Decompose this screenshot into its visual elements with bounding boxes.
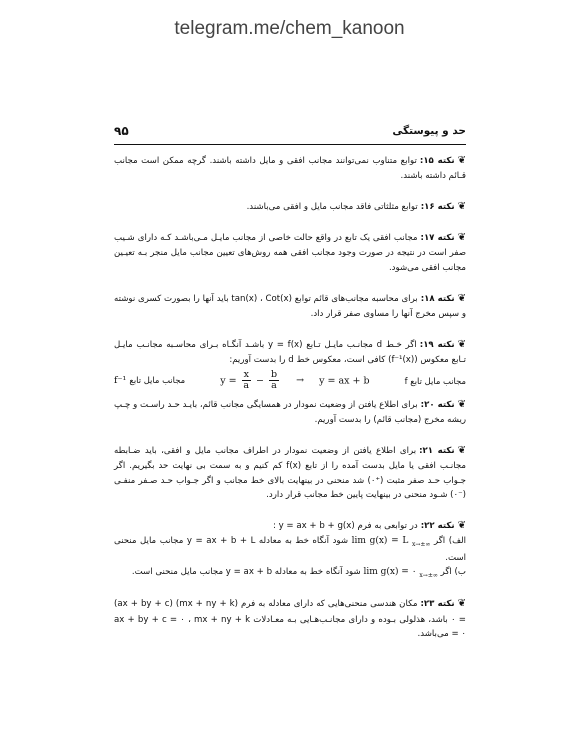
leaf-bullet-icon: ❦: [457, 155, 466, 166]
case-prefix: الف) اگر: [433, 536, 466, 547]
note-text: برای اطلاع یافتن از وضعیت نمودار در همسایگی مجانب قائم، بایـد حـد راسـت و چـپ ریشه مخرج (مجانب قائم) را بدست آوریم.: [114, 399, 466, 425]
note-text: اگر خـط d مجانـب مایـل تـابع y = f(x) باشـد آنگـاه بـرای محاسـبه مجانـب مایـل تـابع معکوس (f⁻¹(x)) کافی است، معکوس خط d را بدست آوریم:: [114, 339, 466, 366]
formula-y-equals: y =: [220, 375, 237, 387]
formula-left-caption: مجانب مایل تابع: [129, 374, 186, 385]
inverse-asymptote-formula: [114, 370, 466, 392]
arrow-icon: →: [296, 375, 305, 387]
limit-text: lim g(x) = L: [351, 536, 409, 547]
fraction-denominator: a: [243, 380, 250, 392]
limit-expression: [363, 567, 438, 580]
note-label: نکته ۱۸:: [420, 293, 455, 304]
fraction-x-over-a: [242, 370, 251, 392]
leaf-bullet-icon: ❦: [457, 200, 466, 212]
note-20: [114, 396, 466, 428]
note-19: [114, 336, 466, 392]
leaf-bullet-icon: ❦: [457, 598, 467, 610]
formula-middle: y = $\frac{x}{a}$ − $\frac{b}{a}$ → y = ax + b: [220, 368, 370, 392]
note-18: [114, 290, 466, 322]
note-22-case-a: [114, 534, 466, 565]
chapter-title: حد و پیوستگی: [392, 125, 466, 137]
note-text: در توابعی به فرم y = ax + b + g(x) :: [272, 521, 418, 532]
leaf-bullet-icon: ❦: [457, 444, 466, 456]
limit-subscript: x→±∞: [419, 572, 438, 580]
limit-subscript: x→±∞: [411, 541, 431, 549]
note-text: مکان هندسی منحنی‌هایی که دارای معادله به فرم (mx + ny + k) (ax + by + c) = ۰ باشد، هذلولی بـوده و دارای مجانـب‌هـایی بـه معـادلات ax + by + c = ۰ ، mx + ny + k = ۰ می‌باشد.: [114, 599, 466, 640]
note-17: [114, 229, 466, 276]
page-number: ۹۵: [114, 124, 129, 138]
note-label: نکته ۱۵:: [419, 156, 455, 166]
note-23: [114, 595, 466, 642]
case-rest: شود آنگاه خط به معادله y = ax + b + L مجانب مایل منحنی است.: [114, 536, 466, 563]
note-text: توابع مثلثاتی فاقد مجانب مایل و افقی می‌باشند.: [246, 201, 418, 212]
leaf-bullet-icon: ❦: [457, 398, 467, 410]
watermark: telegram.me/chem_kanoon: [174, 18, 405, 39]
note-22-case-b: [114, 565, 466, 581]
note-22: [114, 517, 466, 581]
formula-left: [114, 373, 185, 389]
page-content: [114, 152, 466, 656]
note-text: برای محاسبه مجانب‌های قائم توابع tan(x) ، Cot(x) باید آنها را بصورت کسری نوشته و سپس مخرج آنها را مساوی صفر قرار داد.: [114, 293, 466, 320]
formula-linear-equation: y = ax + b: [319, 375, 370, 387]
note-label: نکته ۲۰:: [420, 399, 455, 410]
note-21: [114, 442, 466, 504]
inverse-function-symbol: f⁻¹: [114, 374, 127, 386]
fraction-numerator: x: [243, 368, 249, 380]
note-label: نکته ۱۶:: [420, 201, 455, 212]
leaf-bullet-icon: ❦: [457, 232, 466, 244]
leaf-bullet-icon: ❦: [457, 520, 466, 532]
note-text: مجانب افقی یک تابع در واقع حالت خاصی از مجانب مایـل مـی‌باشـد کـه دارای شـیب صفر است در نتیجه در صورت وجود مجانب افقی همه روش‌های تعیین مجانب مایل منجر بـه تعیـین مجانب افقی می‌شود.: [114, 233, 466, 274]
note-label: نکته ۲۱:: [419, 445, 455, 456]
leaf-bullet-icon: ❦: [457, 338, 467, 350]
limit-expression: [351, 536, 431, 549]
note-16: [114, 198, 466, 215]
limit-text: lim g(x) = ۰: [363, 567, 417, 578]
case-prefix: ب) اگر: [440, 567, 466, 578]
note-label: نکته ۲۲:: [420, 521, 455, 532]
case-rest: شود آنگاه خط به معادله y = ax + b مجانب مایل منحنی است.: [131, 567, 361, 578]
note-15: [114, 152, 466, 184]
fraction-b-over-a: [269, 370, 279, 392]
note-text: برای اطلاع یافتن از وضعیت نمودار در اطراف مجانب مایل و افقی، باید ضـابطه مجانـب افقی یا مایل بدست آمده را از تابع f(x) کم کنیم و به سمت بی نهایت حد بگیریم. اگر جـواب حـد صفر مثبت (⁺۰) شد منحنی در بینهایت بالای خط مجانب و اگر جـواب حـد صـفر منفـی (⁻۰) شـود منحنی در بینهایت پایین خط مجانب قرار دارد.: [114, 445, 466, 501]
fraction-numerator: b: [270, 368, 278, 380]
note-label: نکته ۲۳:: [420, 599, 455, 610]
leaf-bullet-icon: ❦: [457, 292, 466, 304]
note-label: نکته ۱۷:: [420, 233, 455, 244]
formula-right-caption: مجانب مایل تابع f: [404, 375, 466, 386]
note-label: نکته ۱۹:: [419, 339, 455, 350]
fraction-denominator: a: [271, 380, 277, 392]
page-header: [114, 124, 466, 145]
note-text: توابع متناوب نمی‌توانند مجانب افقی و مایل داشته باشند. گرچه ممکن است مجانب قـائم داشته باشند.: [114, 156, 466, 182]
